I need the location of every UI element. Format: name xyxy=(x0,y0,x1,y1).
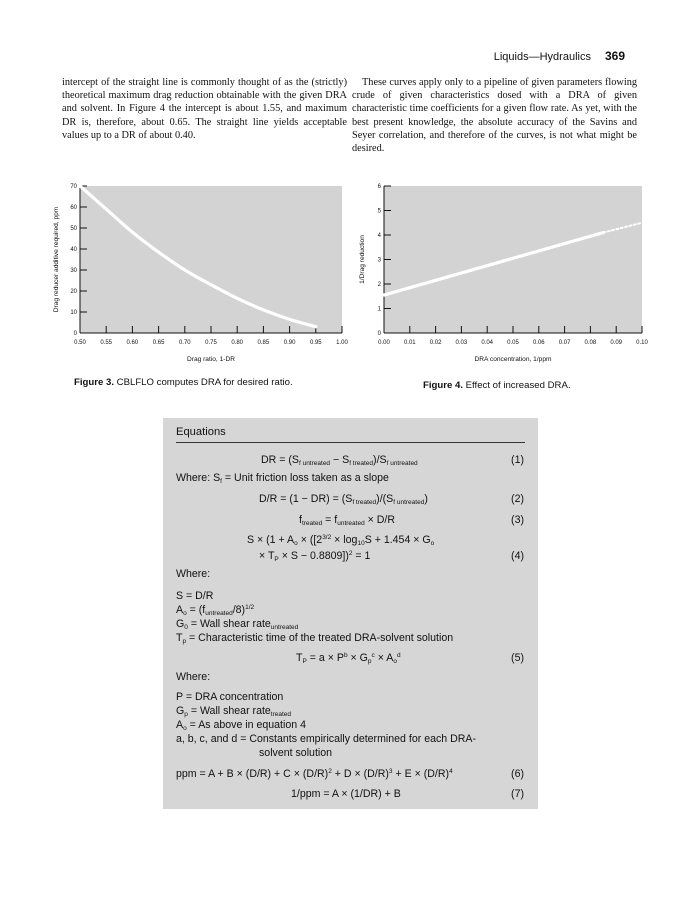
page-number: 369 xyxy=(604,49,625,63)
figure-4-caption-text: Effect of increased DRA. xyxy=(465,380,571,391)
x-tick-label: 0.05 xyxy=(507,340,519,346)
x-tick-label: 0.00 xyxy=(378,340,390,346)
x-tick-label: 0.80 xyxy=(231,340,244,346)
equations-rule xyxy=(176,442,525,443)
def-ao2: $A_o = As$ above in equation 4 xyxy=(176,719,306,732)
equation-2-number: (2) xyxy=(511,493,524,505)
body-text-right: These curves apply only to a pipeline of given parameters flowing crude of given characteristics dosed with a DRA of given characteristic time coefficients for a given flow rate. As yet, with the best present knowledge, the absolute accuracy of the Savins and Seyer correlation, and therefore of the curves, is not what might be desired. xyxy=(352,77,637,155)
figure-4-chart xyxy=(0,0,695,380)
def-abcd-line-2: solvent solution xyxy=(259,747,333,759)
y-axis-label: 1/Drag reduction xyxy=(359,235,366,284)
def-tp: $T_p$ = Characteristic time of the treated DRA-solvent solution xyxy=(176,632,454,645)
equation-4-line-2: × $T_P \times S - 0.8809])^2 = 1$ xyxy=(259,550,371,563)
equation-6: ppm = $A + B \times (D/R) + C \times (D/R)^2 + D \times (D/R)^3 + E \times (D/R)^4$ xyxy=(176,768,453,780)
x-tick-label: 0.04 xyxy=(481,340,494,346)
figure-3-caption-text: CBLFLO computes DRA for desired ratio. xyxy=(116,377,293,388)
y-tick-label: 40 xyxy=(70,247,77,253)
y-tick-label: 70 xyxy=(70,184,77,190)
x-tick-label: 0.08 xyxy=(584,340,597,346)
equations-box xyxy=(163,418,538,809)
x-tick-label: 0.09 xyxy=(610,340,623,346)
x-tick-label: 0.01 xyxy=(403,340,416,346)
def-p: P = DRA concentration xyxy=(176,691,284,703)
equation-6-number: (6) xyxy=(511,768,524,780)
y-tick-label: 4 xyxy=(377,233,381,239)
x-tick-label: 0.95 xyxy=(309,340,322,346)
equation-2: $D/R = (1 - DR) = (S_{f treated})/(S_{f untreated})$ xyxy=(259,493,428,506)
figure-4-label: Figure 4. xyxy=(423,380,463,391)
where-sf: Where: $S_f$ = Unit friction loss taken as a slope xyxy=(176,472,389,485)
y-tick-label: 2 xyxy=(377,282,381,288)
figure-3-label: Figure 3. xyxy=(74,377,114,388)
x-tick-label: 0.65 xyxy=(152,340,165,346)
y-tick-label: 0 xyxy=(377,331,381,337)
def-go: $G_0$ = Wall shear rate$_{untreated}$ xyxy=(176,618,299,631)
y-tick-label: 0 xyxy=(73,331,77,337)
y-tick-label: 5 xyxy=(377,208,381,215)
y-axis-label: Drag reducer additive required, ppm xyxy=(53,206,60,313)
x-axis-label: Drag ratio, 1-DR xyxy=(186,356,236,363)
body-text-left: intercept of the straight line is commonly thought of as the (strictly) theoretical maximum drag reduction obtainable with the given DRA and solvent. In Figure 4 the intercept is about 1.55, and maximum DR is, therefore, about 0.65. The straight line yields acceptable values up to a DR of about 0.40. xyxy=(62,77,347,141)
x-tick-label: 0.06 xyxy=(532,340,545,346)
x-tick-label: 0.85 xyxy=(257,340,270,346)
y-tick-label: 6 xyxy=(377,184,381,190)
y-tick-label: 3 xyxy=(377,257,381,264)
equation-7-number: (7) xyxy=(511,788,524,800)
y-tick-label: 30 xyxy=(70,268,77,274)
def-s: S = D/R xyxy=(176,590,214,602)
equation-4-line-1: $S \times (1 + A_o \times ([2^{3/2} \times \log_{10}S + 1.454 \times G_o$ xyxy=(247,534,435,547)
def-ao: $A_o = (f_{untreated}/8)^{1/2}$ xyxy=(176,604,255,617)
figure-4-caption xyxy=(423,380,571,391)
y-tick-label: 20 xyxy=(70,289,77,295)
x-tick-label: 0.10 xyxy=(636,340,648,346)
x-tick-label: 1.00 xyxy=(336,340,348,346)
x-tick-label: 0.50 xyxy=(74,340,86,346)
y-tick-label: 1 xyxy=(377,306,381,313)
x-tick-label: 0.70 xyxy=(178,340,191,346)
x-tick-label: 0.90 xyxy=(283,340,296,346)
equation-4-number: (4) xyxy=(511,550,524,562)
running-title: Liquids—Hydraulics xyxy=(493,51,591,63)
x-tick-label: 0.07 xyxy=(558,340,571,346)
equations-title: Equations xyxy=(176,426,226,438)
equation-5-number: (5) xyxy=(511,652,524,664)
equation-7: 1/ppm = A × (1/DR) + B xyxy=(291,788,401,800)
where-label-2: Where: xyxy=(176,671,211,683)
def-abcd-line-1: a, b, c, and d = Constants empirically determined for each DRA- xyxy=(176,733,477,745)
x-tick-label: 0.03 xyxy=(455,340,468,346)
x-tick-label: 0.60 xyxy=(126,340,139,346)
x-tick-label: 0.02 xyxy=(429,340,442,346)
x-axis-label: DRA concentration, 1/ppm xyxy=(474,356,552,363)
equation-3-number: (3) xyxy=(511,514,524,526)
x-tick-label: 0.75 xyxy=(205,340,217,346)
equation-1: DR = $(S_{f untreated} - S_{f treated})/S_{f untreated}$ xyxy=(261,454,418,467)
x-tick-label: 0.55 xyxy=(100,340,113,346)
y-tick-label: 10 xyxy=(70,310,77,316)
def-gp: $G_p$ = Wall shear rate$_{treated}$ xyxy=(176,705,292,718)
equation-5: $T_P = a \times P^b \times G_p^c \times A_o^d$ xyxy=(296,652,401,665)
equation-3: $f_{treated} = f_{untreated} \times D/R$ xyxy=(299,514,396,527)
equation-1-number: (1) xyxy=(511,454,524,466)
y-tick-label: 50 xyxy=(70,226,77,232)
where-label-1: Where: xyxy=(176,568,211,580)
y-tick-label: 60 xyxy=(70,205,77,211)
